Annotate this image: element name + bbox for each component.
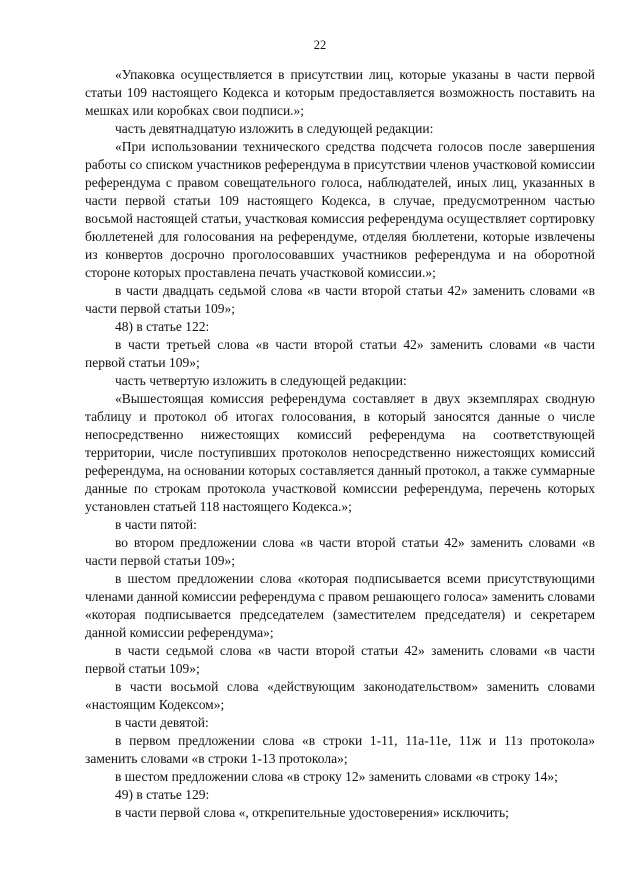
paragraph: в части первой слова «, открепительные удостоверения» исключить; [115,805,509,820]
paragraph: «Упаковка осуществляется в присутствии лиц, которые указаны в части первой статьи 109 настоящего Кодекса и которым предоставляется возможность поставить на мешках или коробках свои подписи.»; [85,67,595,118]
paragraph: в части пятой: [115,517,197,532]
paragraph: часть четвертую изложить в следующей редакции: [115,373,407,388]
page-number: 22 [313,38,327,52]
paragraph: в части восьмой слова «действующим законодательством» заменить словами «настоящим Кодексом»; [85,679,595,712]
paragraph: в шестом предложении слова «в строку 12» заменить словами «в строку 14»; [115,769,558,784]
paragraph: 48) в статье 122: [115,319,210,334]
paragraph: в части седьмой слова «в части второй статьи 42» заменить словами «в части первой статьи 109»; [85,643,595,676]
paragraph: во втором предложении слова «в части второй статьи 42» заменить словами «в части первой статьи 109»; [85,535,595,568]
paragraph: в части девятой: [115,715,209,730]
paragraph: «При использовании технического средства подсчета голосов после завершения работы со списком участников референдума в присутствии членов участковой комиссии референдума с правом совещательного голоса, наблюдателей, иных лиц, указанных в части первой статьи 109 настоящего Кодекса, в случае, предусмотренном частью восьмой настоящей статьи, участковая комиссия референдума осуществляет сортировку бюллетеней для голосования на референдуме, отделяя бюллетени, которые извлечены из конвертов досрочно проголосовавших участников референдума и на оборотной стороне которых проставлена печать участковой комиссии.»; [85,139,595,280]
paragraph: часть девятнадцатую изложить в следующей редакции: [115,121,434,136]
paragraph: 49) в статье 129: [115,787,210,802]
paragraph: в части двадцать седьмой слова «в части второй статьи 42» заменить словами «в части первой статьи 109»; [85,283,595,316]
paragraph: в шестом предложении слова «которая подписывается всеми присутствующими членами данной комиссии референдума с правом решающего голоса» заменить словами «которая подписывается председателем (заместителем председателя) и секретарем данной комиссии референдума»; [85,571,595,640]
paragraph: «Вышестоящая комиссия референдума составляет в двух экземплярах сводную таблицу и протокол об итогах голосования, в который заносятся данные о числе непосредственно нижестоящих комиссий референдума на соответствующей территории, числе поступивших протоколов непосредственно нижестоящих комиссий референдума, на основании которых составляется данный протокол, а также суммарные данные по строкам протокола участковой комиссии референдума, перечень которых установлен статьей 118 настоящего Кодекса.»; [85,391,595,514]
paragraph: в первом предложении слова «в строки 1-11, 11а-11е, 11ж и 11з протокола» заменить словами «в строки 1-13 протокола»; [85,733,595,766]
paragraph: в части третьей слова «в части второй статьи 42» заменить словами «в части первой статьи 109»; [85,337,595,370]
document-body [85,66,595,822]
